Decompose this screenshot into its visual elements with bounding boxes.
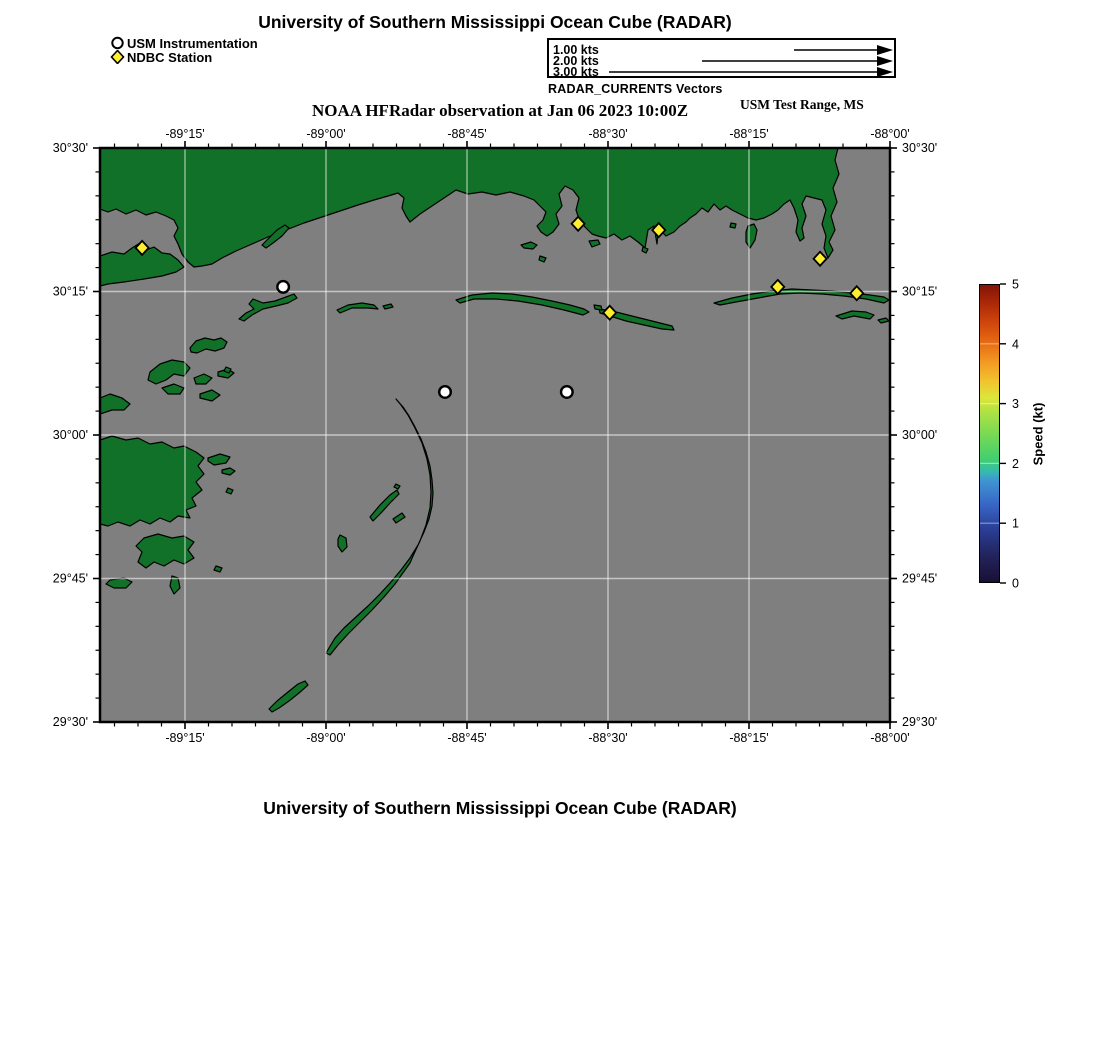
legend-label-usm: USM Instrumentation	[127, 35, 258, 51]
colorbar-tick-label: 0	[1012, 576, 1019, 591]
axis-tick-label: -88°00'	[870, 731, 910, 745]
axis-tick-label: -88°45'	[447, 731, 487, 745]
map-plot-area	[100, 148, 890, 722]
colorbar-axis-label: Speed (kt)	[1030, 402, 1046, 465]
legend-item-ndbc	[110, 50, 258, 64]
axis-tick-label: -88°00'	[870, 127, 910, 141]
ndbc-diamond-icon	[110, 50, 125, 64]
vector-arrow-head	[877, 45, 893, 55]
vector-scale-row-label: 2.00 kts	[553, 54, 599, 68]
vector-scale-box	[547, 38, 896, 78]
vector-arrow-head	[877, 67, 893, 76]
axis-tick-label: 30°00'	[52, 428, 88, 442]
speed-colorbar	[979, 284, 1000, 583]
axis-tick-label: -88°30'	[588, 731, 628, 745]
axis-tick-label: 29°45'	[902, 571, 938, 586]
axis-tick-label: -89°00'	[306, 127, 346, 141]
usm-station-marker	[277, 281, 289, 293]
land-polygon	[106, 578, 132, 588]
test-range-label: USM Test Range, MS	[740, 97, 864, 112]
colorbar-tick-label: 4	[1012, 337, 1019, 352]
vector-scale-title: RADAR_CURRENTS Vectors	[548, 82, 723, 96]
axis-tick-label: 29°30'	[902, 715, 938, 729]
axis-tick-label: -89°00'	[306, 731, 346, 745]
usm-circle-icon	[110, 36, 125, 50]
colorbar-tick-label: 1	[1012, 516, 1019, 531]
colorbar-tick-label: 2	[1012, 456, 1019, 471]
vector-arrow-head	[877, 56, 893, 66]
land-polygon	[594, 305, 602, 310]
axis-tick-label: 30°30'	[902, 141, 938, 155]
colorbar-tick-label: 3	[1012, 397, 1019, 412]
legend-label-ndbc: NDBC Station	[127, 49, 213, 65]
observation-subtitle: NOAA HFRadar observation at Jan 06 2023 10:00Z	[311, 101, 689, 120]
axis-tick-label: 29°30'	[52, 715, 88, 729]
land-polygon	[730, 223, 736, 228]
axis-tick-label: 30°30'	[52, 141, 88, 155]
colorbar-tick-label: 5	[1012, 277, 1019, 292]
symbol-legend	[110, 36, 258, 64]
axis-tick-label: -89°15'	[165, 731, 205, 745]
axis-tick-label: -88°45'	[447, 127, 487, 141]
axis-tick-label: 30°00'	[902, 428, 938, 442]
axis-tick-label: 30°15'	[52, 284, 88, 299]
map-canvas	[100, 148, 890, 722]
axis-tick-label: -89°15'	[165, 127, 205, 141]
usm-station-marker	[561, 386, 573, 398]
vector-scale-row-label: 3.00 kts	[553, 65, 599, 76]
legend-item-usm	[110, 36, 258, 50]
axis-tick-label: -88°30'	[588, 127, 628, 141]
footer-title: University of Southern Mississippi Ocean Cube (RADAR)	[263, 798, 737, 818]
axis-tick-label: 29°45'	[52, 571, 88, 586]
usm-station-marker	[439, 386, 451, 398]
vector-scale-row-label: 1.00 kts	[553, 43, 599, 57]
vector-scale-arrows	[549, 40, 894, 76]
axis-tick-label: 30°15'	[902, 284, 938, 299]
page-title: University of Southern Mississippi Ocean Cube (RADAR)	[258, 12, 732, 32]
axis-tick-label: -88°15'	[729, 127, 769, 141]
axis-tick-label: -88°15'	[729, 731, 769, 745]
